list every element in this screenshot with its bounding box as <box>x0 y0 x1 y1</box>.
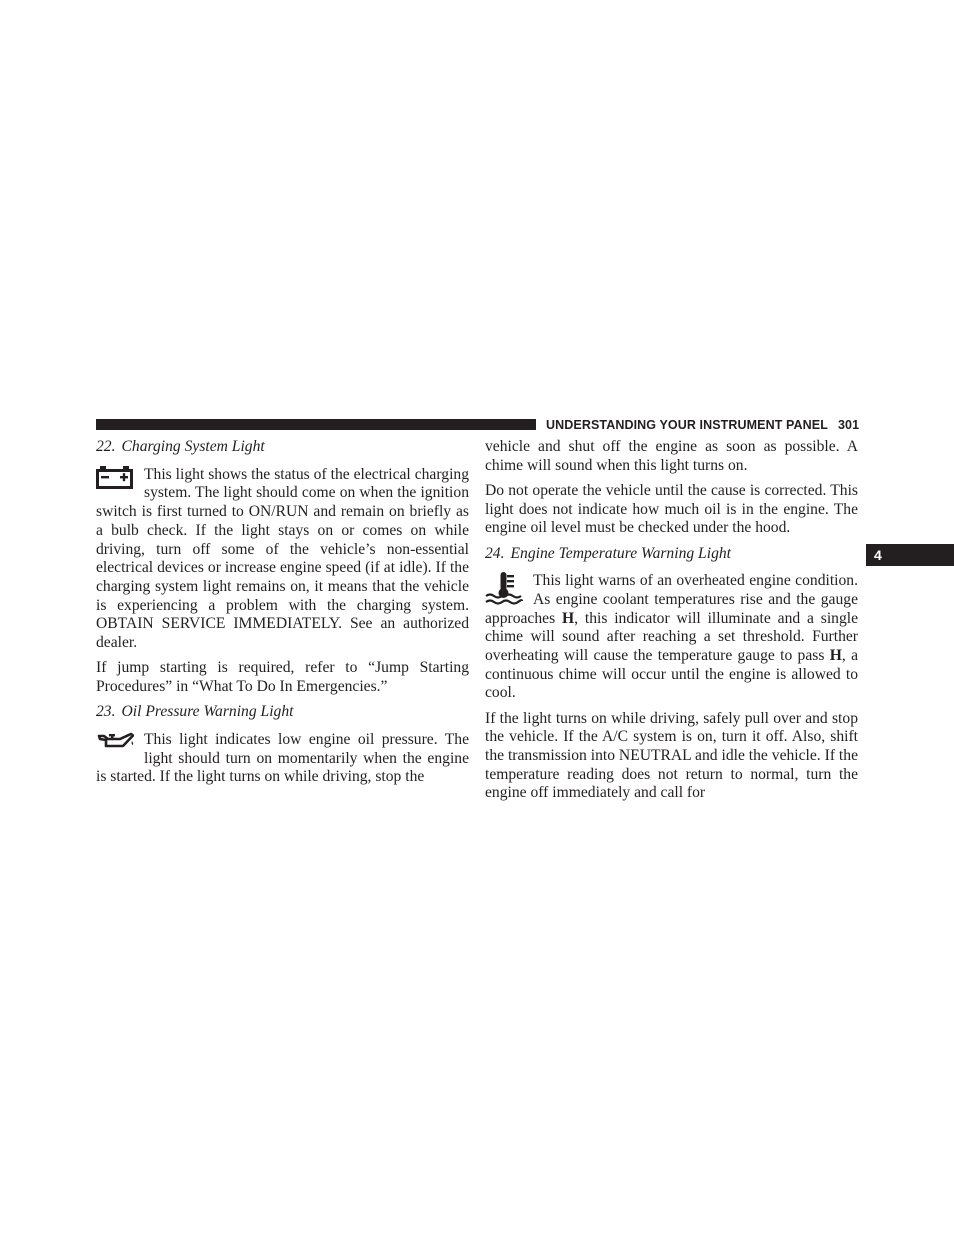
heading-number: 22. <box>96 438 116 455</box>
gauge-h-mark: H <box>561 609 575 627</box>
right-column <box>485 438 858 810</box>
paragraph-jump-starting: If jump starting is required, refer to “Jump Starting Procedures” in “What To Do In Emergencies.” <box>96 659 469 695</box>
paragraph-pull-over: If the light turns on while driving, safely pull over and stop the vehicle. If the A/C system is on, turn it off. Also, shift the transmission into NEUTRAL and idle the vehicle. If the temperature reading does not return to normal, turn the engine off immediately and call for <box>485 709 858 802</box>
coolant-temperature-icon <box>485 572 523 606</box>
running-header <box>546 417 858 433</box>
heading-title: Oil Pressure Warning Light <box>121 703 294 721</box>
section-title: UNDERSTANDING YOUR INSTRUMENT PANEL <box>546 418 828 432</box>
heading-engine-temperature-warning-light <box>485 545 858 564</box>
heading-number: 23. <box>96 703 116 721</box>
paragraph-oil-pressure: This light indicates low engine oil pressure. The light should turn on momentarily when the engine is started. If the light turns on while driving, stop the <box>96 730 469 786</box>
paragraph-engine-temperature: This light warns of an overheated engine condition. As engine coolant temperatures rise and the gauge approaches H, this indicator will illuminate and a single chime will sound after reaching a set threshold. Further overheating will cause the temperature gauge to pass H, a continuous chime will occur until the engine is allowed to cool. <box>485 572 858 702</box>
gauge-h-mark: H <box>829 647 842 665</box>
paragraph-charging-system: This light shows the status of the electrical charging system. The light should come on when the ignition switch is first turned to ON/RUN and remain on briefly as a bulb check. If the light stays on or comes on while driving, turn off some of the vehicle’s non-essential electrical devices or increase engine speed (if at idle). If the charging system light remains on, it means that the vehicle is experiencing a problem with the charging system. OBTAIN SERVICE IMMEDIATELY. See an authorized dealer. <box>96 465 469 652</box>
header-rule <box>96 419 536 430</box>
oil-can-icon <box>96 731 134 751</box>
heading-title: Engine Temperature Warning Light <box>510 544 731 562</box>
paragraph-oil-continued: vehicle and shut off the engine as soon as possible. A chime will sound when this light turns on. <box>485 438 858 474</box>
chapter-tab: 4 <box>866 544 954 566</box>
heading-title: Charging System Light <box>121 438 265 455</box>
paragraph-oil-do-not-operate: Do not operate the vehicle until the cause is corrected. This light does not indicate how much oil is in the engine. The engine oil level must be checked under the hood. <box>485 481 858 537</box>
battery-icon <box>96 466 134 490</box>
left-column <box>96 438 469 793</box>
heading-number: 24. <box>485 544 505 562</box>
page-number: 301 <box>837 418 860 432</box>
heading-charging-system-light <box>96 438 469 457</box>
heading-oil-pressure-warning-light <box>96 703 469 722</box>
